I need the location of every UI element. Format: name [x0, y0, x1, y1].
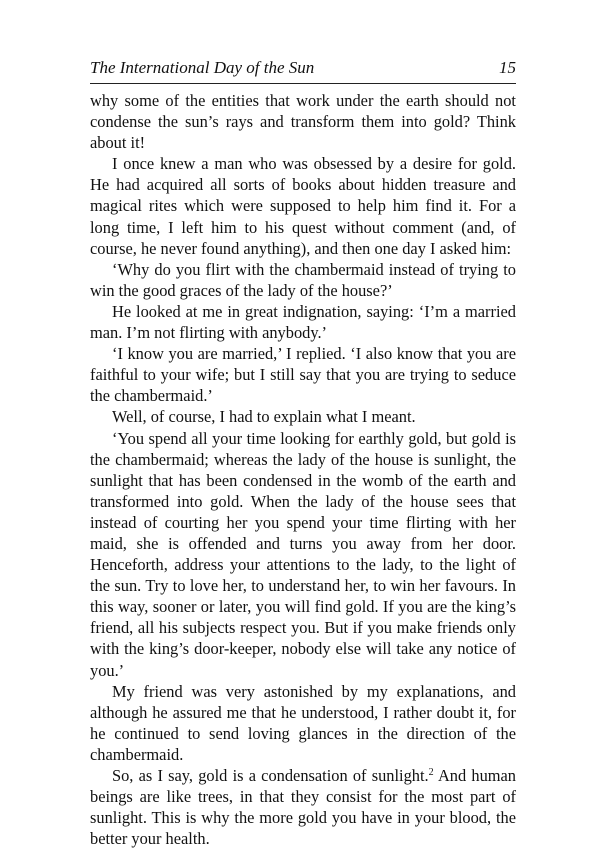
body-text [90, 90, 516, 849]
header-rule [90, 83, 516, 84]
paragraph: I once knew a man who was obsessed by a desire for gold. He had acquired all sorts of books about hidden treasure and magical rites which were supposed to help him find it. For a long time, I left him to his quest without comment (and, of course, he never found anything), and then one day I asked him: [90, 154, 516, 258]
paragraph-text: And human beings are like trees, in that they consist for the most part of sunlight. This is why the more gold you have in your blood, the better your health. [90, 766, 516, 849]
paragraph-continuation: why some of the entities that work under the earth should not condense the sun’s rays and transform them into gold? Think about it! [90, 91, 516, 153]
paragraph-text: So, as I say, gold is a condensation of sunlight. [112, 766, 429, 785]
paragraph: ‘Why do you flirt with the chambermaid instead of trying to win the good graces of the lady of the house?’ [90, 259, 516, 300]
paragraph: My friend was very astonished by my explanations, and although he assured me that he understood, I rather doubt it, for he continued to send loving glances in the direction of the chambermaid. [90, 681, 516, 764]
paragraph-with-footnote [90, 765, 516, 849]
paragraph: Well, of course, I had to explain what I meant. [112, 407, 416, 427]
paragraph: He looked at me in great indignation, saying: ‘I’m a married man. I’m not flirting with anybody.’ [90, 301, 516, 343]
running-header [90, 58, 516, 78]
paragraph: ‘I know you are married,’ I replied. ‘I also know that you are faithful to your wife; but I still say that you are trying to seduce the chambermaid.’ [90, 344, 516, 406]
page-number: 15 [499, 58, 516, 77]
running-title: The International Day of the Sun [90, 58, 315, 77]
paragraph: ‘You spend all your time looking for earthly gold, but gold is the chambermaid; whereas the lady of the house is sunlight, the sunlight that has been condensed in the womb of the earth and transformed into gold. When the lady of the house sees that instead of courting her you spend your time flirting with her maid, she is offended and turns you away from her door. Henceforth, address your attentions to the lady, to the light of the sun. Try to love her, to understand her, to win her favours. In this way, sooner or later, you will find gold. If you are the king’s friend, all his subjects respect you. But if you make friends only with the king’s door-keeper, nobody else will take any notice of you.’ [90, 428, 516, 680]
footnote-marker[interactable]: 2 [428, 767, 434, 778]
